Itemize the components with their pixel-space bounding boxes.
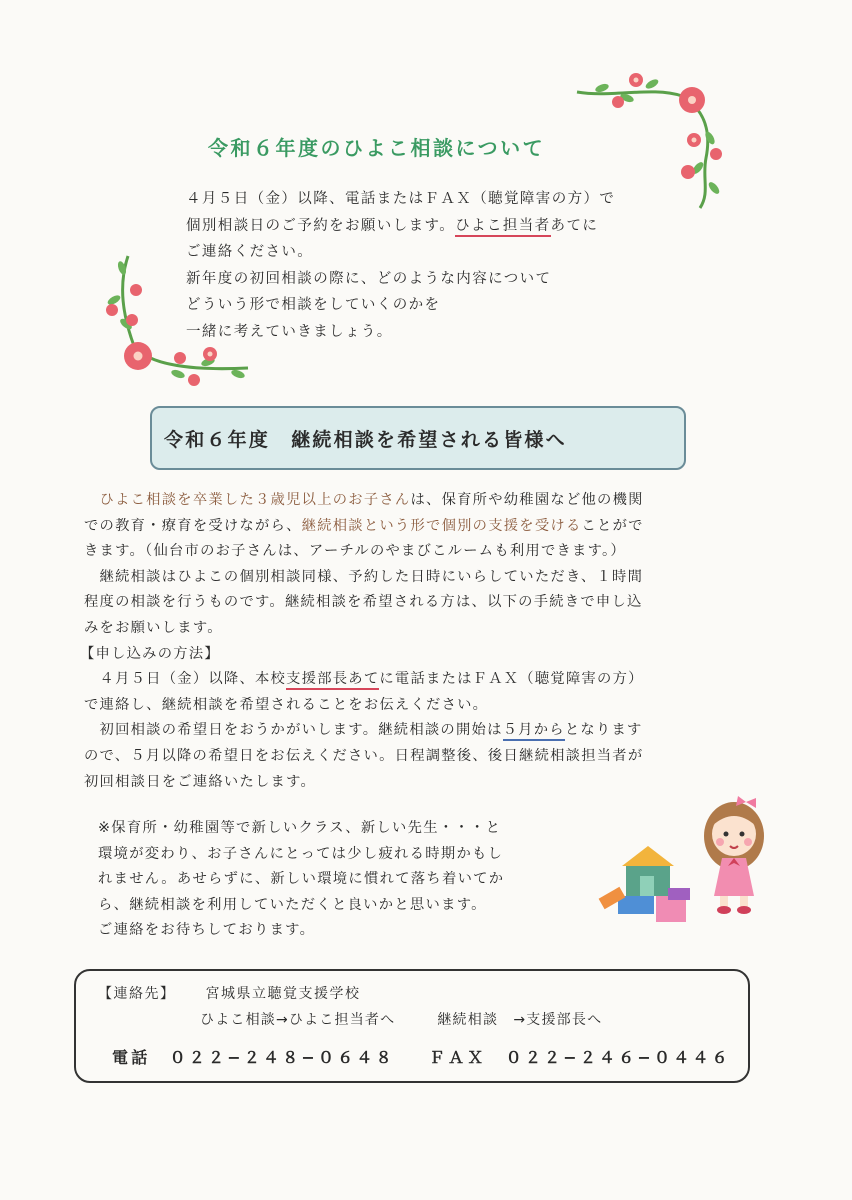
intro-line: 個別相談日のご予約をお願いします。ひよこ担当者あてに	[186, 213, 615, 240]
note-line: れません。あせらずに、新しい環境に慣れて落ち着いてか	[98, 871, 505, 888]
body-line: 程度の相談を行うものです。継続相談を希望される方は、以下の手続きで申し込	[84, 594, 643, 611]
body-line: きます。（仙台市のお子さんは、アーチルのやまびこルームも利用できます。）	[84, 543, 626, 560]
intro-line: どういう形で相談をしていくのかを	[186, 297, 441, 313]
section-heading: 【申し込みの方法】	[80, 645, 220, 662]
toy-blocks-icon	[598, 840, 698, 930]
contact-person-underline: ひよこ担当者	[455, 218, 550, 237]
contact-box	[74, 969, 750, 1083]
body-line: での教育・療育を受けながら、継続相談という形で個別の支援を受けることがで	[84, 517, 644, 534]
body-line: 初回相談日をご連絡いたします。	[84, 773, 317, 790]
banner-title: 令和６年度 継続相談を希望される皆様へ	[164, 429, 567, 451]
intro-line: ご連絡ください。	[186, 244, 314, 260]
note-line: ら、継続相談を利用していただくと良いかと思います。	[98, 896, 487, 913]
fax-number: ＦＡＸ ０２２−２４６−０４４６	[428, 1048, 731, 1067]
phone-number: 電話 ０２２−２４８−０６４８	[112, 1048, 395, 1067]
body-line: ４月５日（金）以降、本校支援部長あてに電話またはＦＡＸ（聴覚障害の方）	[84, 667, 784, 693]
note-text	[98, 816, 504, 944]
note-line: ※保育所・幼稚園等で新しいクラス、新しい先生・・・と	[98, 820, 502, 836]
section-banner	[150, 406, 686, 470]
note-line: ご連絡をお待ちしております。	[98, 922, 316, 939]
body-line: で連絡し、継続相談を希望されることをお伝えください。	[84, 696, 489, 713]
body-text	[80, 488, 784, 795]
route-continuing: 継続相談 →支援部長へ	[437, 1012, 603, 1028]
intro-line: 新年度の初回相談の際に、どのような内容について	[186, 270, 552, 287]
intro-text	[186, 186, 615, 345]
body-line: 初回相談の希望日をおうかがいします。継続相談の開始は５月からとなります	[84, 718, 784, 744]
intro-line: ４月５日（金）以降、電話またはＦＡＸ（聴覚障害の方）で	[186, 191, 616, 207]
route-hiyoko: ひよこ相談→ひよこ担当者へ	[200, 1012, 396, 1028]
intro-line: 一緒に考えていきましょう。	[186, 323, 393, 340]
may-underline: ５月から	[503, 722, 565, 741]
body-line: みをお願いします。	[84, 619, 223, 636]
school-name: 宮城県立聴覚支援学校	[205, 986, 361, 1002]
note-line: 環境が変わり、お子さんにとっては少し疲れる時期かもし	[98, 845, 504, 862]
support-head-underline: 支援部長あて	[286, 671, 379, 690]
page-title: 令和６年度のひよこ相談について	[208, 136, 546, 160]
contact-header	[98, 983, 361, 1003]
contact-routes	[200, 1009, 602, 1029]
body-line: ので、５月以降の希望日をお伝えください。日程調整後、後日継続相談担当者が	[84, 747, 644, 764]
contact-label: 【連絡先】	[98, 986, 176, 1002]
contact-numbers	[112, 1045, 731, 1068]
doll-icon	[694, 796, 774, 916]
body-line: 継続相談はひよこの個別相談同様、予約した日時にいらしていただき、１時間	[99, 568, 644, 585]
body-line: ひよこ相談を卒業した３歳児以上のお子さんは、保育所や幼稚園など他の機関	[99, 492, 644, 508]
